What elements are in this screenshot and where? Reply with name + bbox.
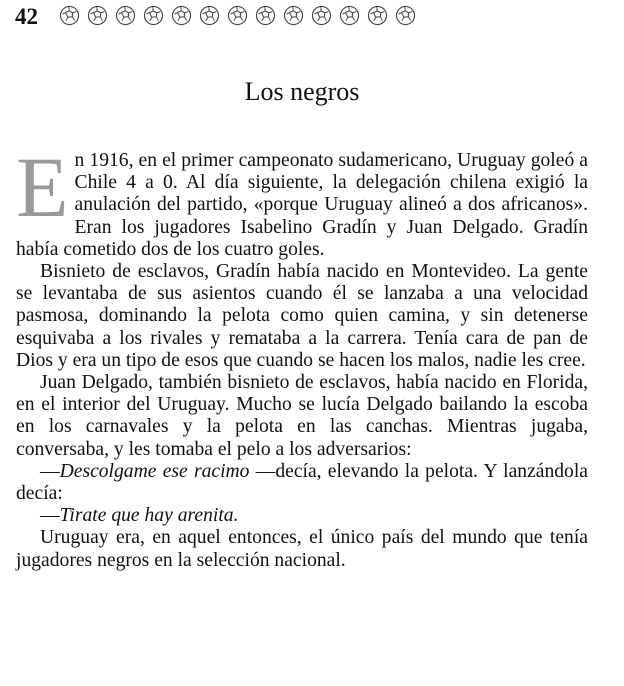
dialogue-quote: Descolgame ese racimo	[59, 460, 250, 482]
dialogue-quote: Tirate que hay arenita.	[59, 505, 239, 527]
football-icon	[255, 5, 276, 26]
football-icon	[311, 5, 332, 26]
dialogue-dash: —	[40, 460, 60, 482]
dialogue-narration: —decía, elevando la pelota. Y lanzándola decía:	[16, 460, 588, 505]
dialogue-line-2	[16, 505, 588, 527]
chapter-title: Los negros	[244, 77, 360, 106]
ornament-row	[59, 5, 416, 26]
football-icon	[367, 5, 388, 26]
dialogue-line-1	[16, 461, 588, 505]
football-icon	[395, 5, 416, 26]
chapter-body	[16, 139, 588, 572]
football-icon	[59, 5, 80, 26]
page-number: 42	[15, 4, 38, 29]
football-icon	[143, 5, 164, 26]
paragraph-3: Juan Delgado, también bisnieto de esclavos, había nacido en Florida, en el interior del Uruguay. Mucho se lucía Delgado bailando la escoba en los carnavales y la pelota en las canchas. Mientras jugaba, conversaba, y les tomaba el pelo a los adversarios:	[16, 372, 588, 460]
paragraph-1-text: n 1916, en el primer campeonato sudamericano, Uruguay goleó a Chile 4 a 0. Al día siguiente, la delegación chilena exigió la anulación del partido, «porque Uruguay alineó a dos africanos». Eran los jugadores Isabelino Gradín y Juan Delgado. Gradín había cometido dos de los cuatro goles.	[16, 150, 588, 260]
football-icon	[283, 5, 304, 26]
football-icon	[87, 5, 108, 26]
football-icon	[199, 5, 220, 26]
paragraph-6: Uruguay era, en aquel entonces, el único país del mundo que tenía jugadores negros en la selección nacional.	[16, 527, 588, 571]
paragraph-1	[16, 139, 588, 261]
dialogue-dash: —	[40, 505, 60, 527]
football-icon	[339, 5, 360, 26]
paragraph-2: Bisnieto de esclavos, Gradín había nacido en Montevideo. La gente se levantaba de sus asientos cuando él se lanzaba a una velocidad pasmosa, dominando la pelota como quien camina, y sin detenerse esquivaba a los rivales y remataba a la carrera. Tenía cara de pan de Dios y era un tipo de esos que cuando se hacen los malos, nadie les cree.	[16, 261, 588, 371]
football-icon	[115, 5, 136, 26]
page-header	[15, 4, 615, 30]
drop-cap: E	[16, 139, 69, 235]
football-icon	[227, 5, 248, 26]
football-icon	[171, 5, 192, 26]
